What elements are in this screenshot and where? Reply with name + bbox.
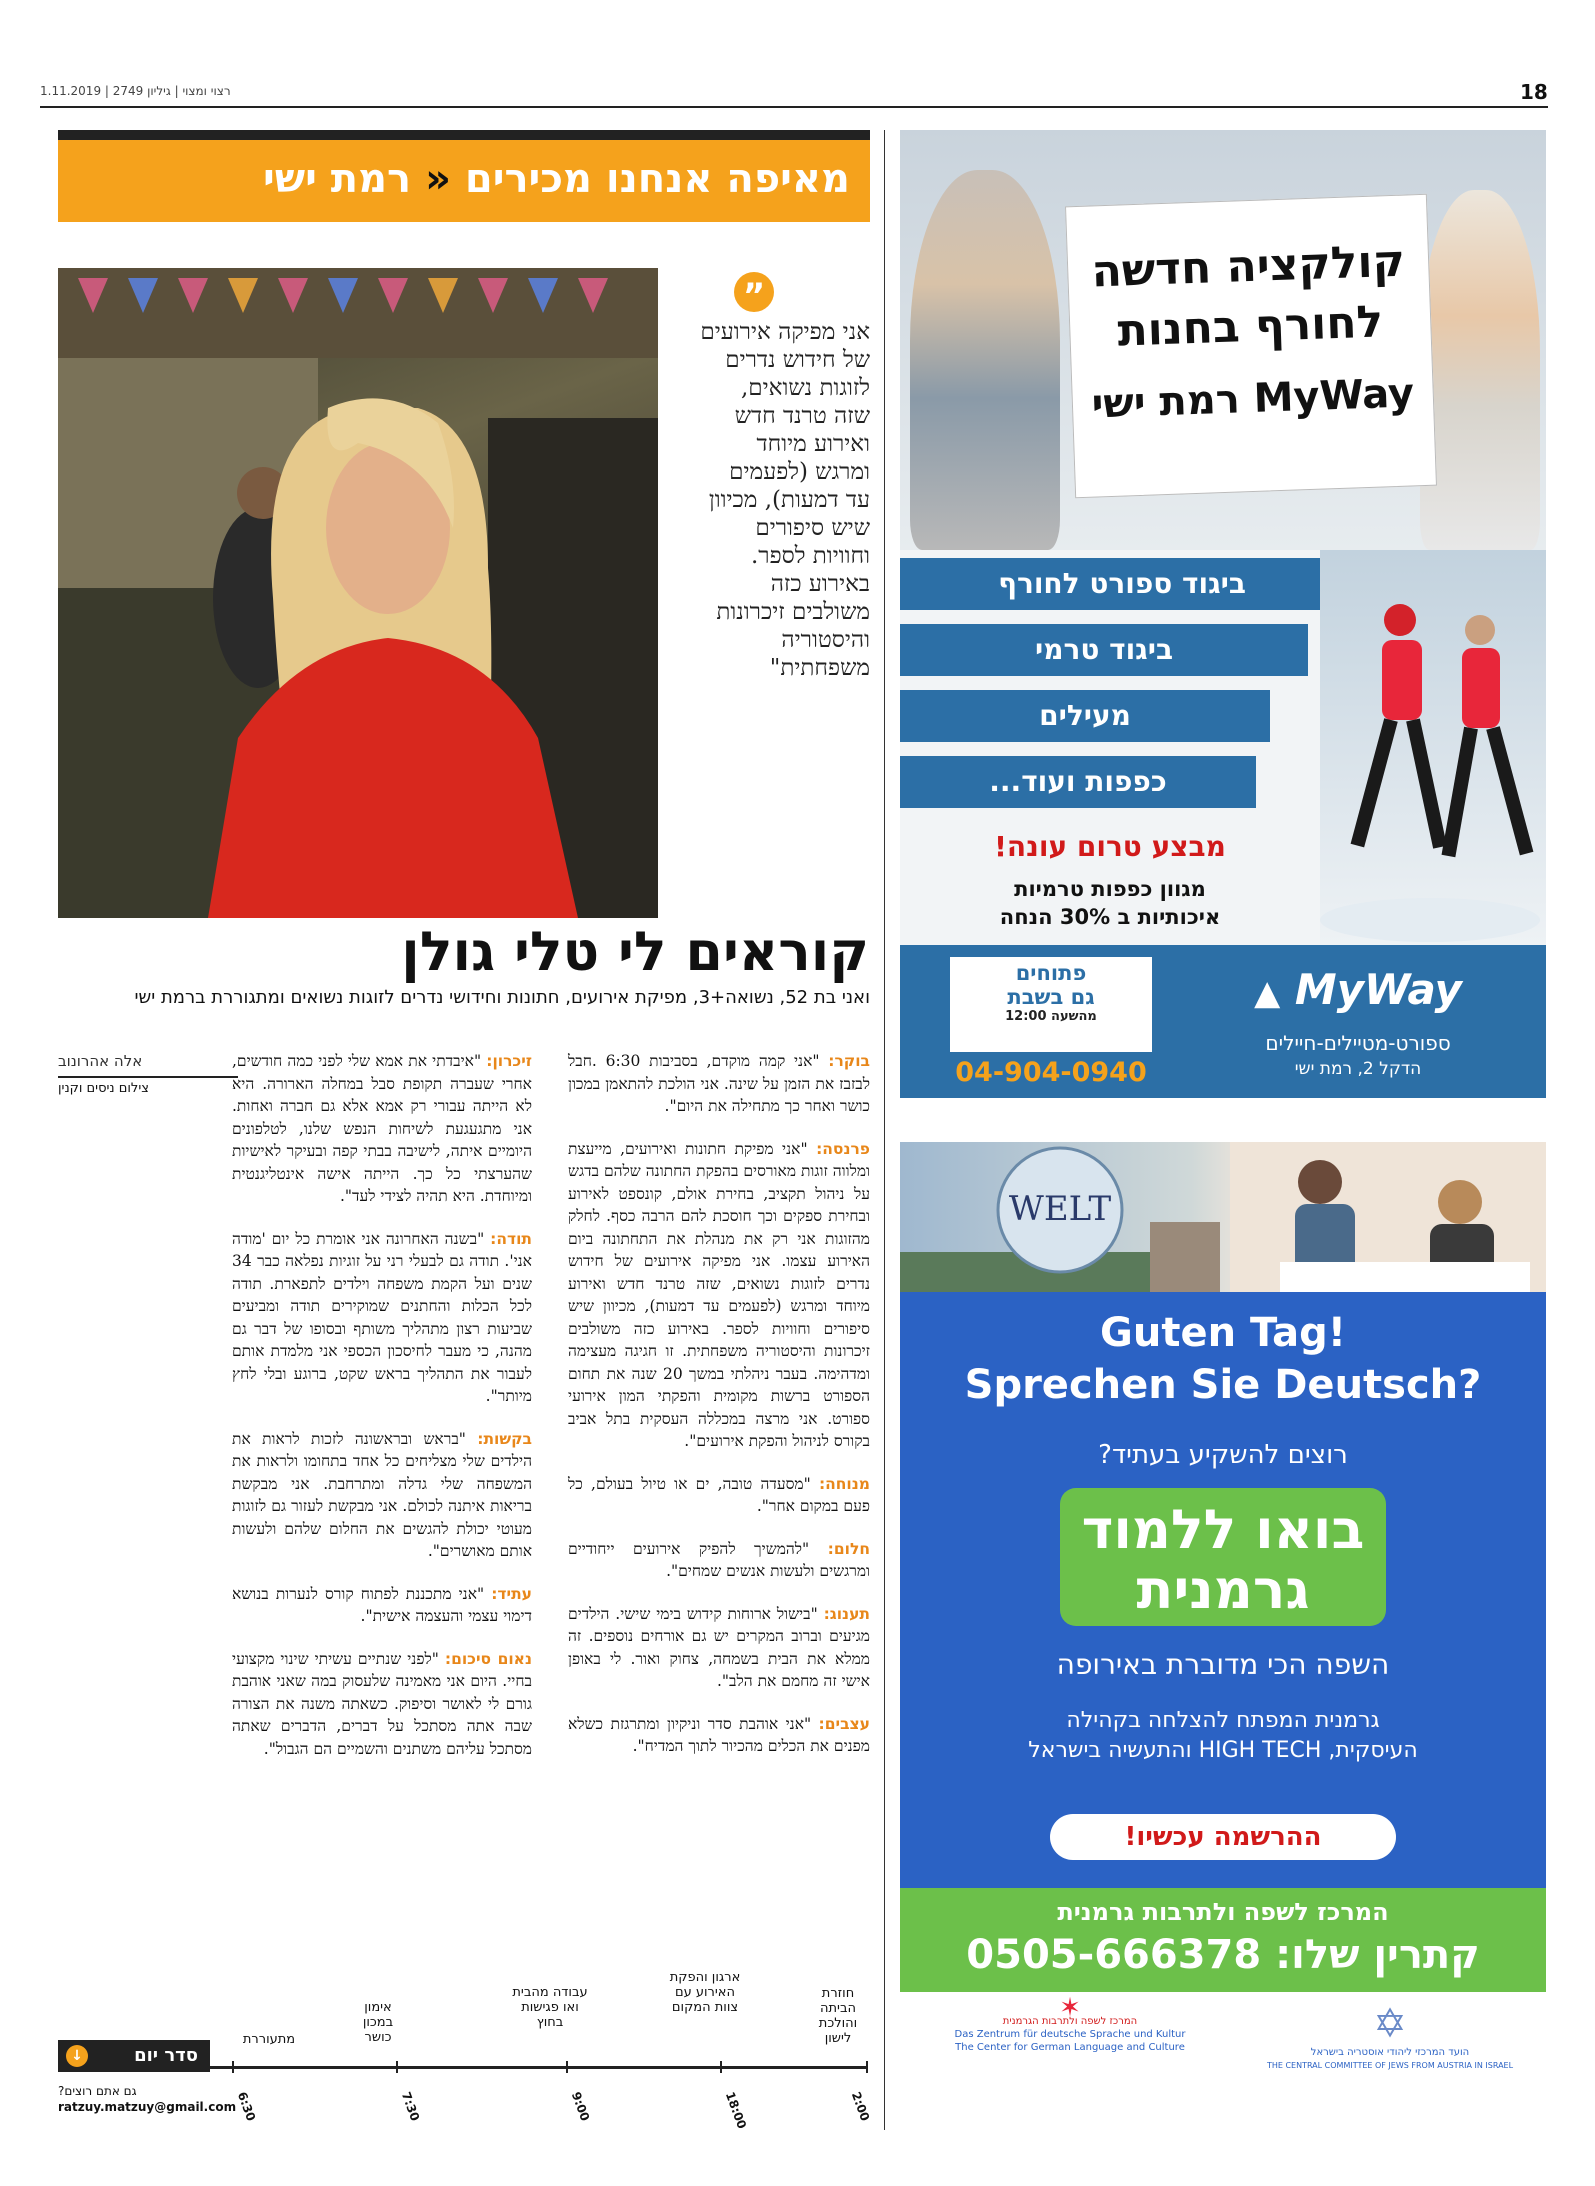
myway-ad-footer	[900, 945, 1546, 1098]
timeline-label: מתעוררת	[242, 2032, 296, 2047]
timeline-time: 6:30	[234, 2090, 259, 2123]
star-logo-icon: ✶	[1059, 1993, 1081, 2023]
learn-line2: גרמנית	[1136, 1558, 1310, 1621]
logo2-hebrew: הועד המרכזי ליהודי אוסטריה בישראל	[1310, 2047, 1470, 2058]
open-hours: מהשעה 12:00	[1005, 1009, 1097, 1024]
section-place: רמת ישי	[262, 156, 412, 202]
myway-ad-line3: MyWay רמת ישי	[1090, 370, 1415, 428]
schedule-subtitle: גם אתם רוצים?	[58, 2084, 137, 2098]
paragraph-label: עצבים:	[818, 1714, 870, 1733]
paragraph-label: נאום סיכום:	[444, 1649, 532, 1668]
paragraph-text: "לפני שנתיים עשיתי שינוי מקצועי בחיי. היום אני מאמינה שלעסוק במה שאני אוהבת גורם לי לאושר וסיפוק. כשאתה משנה את הצורה שבה אתה מסתכל על דברים, הדברים שאתה מסתכל עליהם משתנים והשמיים הם הגבול".	[232, 1649, 532, 1758]
mountain-icon: ▲	[1254, 973, 1281, 1013]
logo1-english: The Center for German Language and Culture	[955, 2042, 1185, 2053]
contact-bar	[900, 1888, 1546, 1992]
paragraph-label: חלום:	[827, 1539, 870, 1558]
key-line2: העיסקית, HIGH TECH והתעשיה בישראל	[1028, 1738, 1418, 1763]
issue-info: רצוי ומצוי | גיליון 2749 | 1.11.2019	[40, 84, 231, 98]
contact-email: ratzuy.matzuy@gmail.com	[58, 2100, 237, 2114]
austria-committee-logo	[1250, 2002, 1530, 2072]
product-bar: כפפות ועוד...	[900, 756, 1256, 808]
timeline-tick	[396, 2061, 398, 2073]
timeline-time: 18:00	[722, 2090, 750, 2131]
paragraph	[568, 1538, 870, 1583]
german-center-ad[interactable]	[900, 1142, 1546, 2100]
pull-quote: אני מפיקה אירועים של חידוש נדרים לזוגות נשואים, שזה טרנד חדש ואירוע מיוחד ומרגש (לפעמים עד דמעות), מכיוון שיש סיפורים וחוויות לספר. באירוע כזה משולבים זיכרונות והיסטוריה משפחתית"	[700, 319, 870, 681]
myway-ad-products	[900, 550, 1546, 945]
timeline-label: אימון במכון כושר	[362, 2000, 394, 2045]
quote-icon: ”	[734, 272, 774, 312]
page-number: 18	[1520, 80, 1548, 104]
promo-title: מבצע טרום עונה!	[994, 830, 1226, 863]
model-woman	[1420, 190, 1540, 550]
learn-german-box	[1060, 1488, 1386, 1626]
german-center-logo	[920, 1993, 1220, 2054]
learn-line1: בואו ללמוד	[1081, 1498, 1365, 1561]
timeline-label: ארגון והפקת האירוע עם צוות המקום	[669, 1970, 741, 2015]
key-line1: גרמנית המפתח להצלחה בקהילה	[1066, 1708, 1380, 1733]
paragraph-text: "בראש ובראשונה לזכות לראות את הילדים שלי מצליחים כל אחד בתחומו ולראות את המשפחה שלי גדלה ומתרחבת. אני מבקשת בריאות איתנה לכולם. אני מבקשת לעזור גם לזוגות מעוטי יכולת להגשים את החלום שלהם ולעשות אותם מאושרים".	[232, 1429, 532, 1560]
welt-sign: WELT	[1008, 1189, 1112, 1229]
article-subhead: ואני בת 52, נשואה+3, מפיקת אירועים, חתונות וחידושי נדרים לזוגות נשואים ומתגוררת ברמת ישי	[134, 987, 870, 1008]
product-bar: מעילים	[900, 690, 1270, 742]
logo2-english: THE CENTRAL COMMITTEE OF JEWS FROM AUSTRIA IN ISRAEL	[1266, 2061, 1514, 2070]
paragraph-text: "להמשיך להפיק אירועים ייחודיים ומרגשים ולעשות אנשים שמחים".	[568, 1539, 870, 1580]
schedule-subtitle-block	[58, 2083, 237, 2115]
greeting-line1: Guten Tag!	[1100, 1310, 1346, 1356]
timeline-time: 9:00	[568, 2090, 593, 2123]
timeline-tick	[232, 2061, 234, 2073]
open-line1: פתוחים	[1015, 961, 1087, 985]
paragraph	[568, 1713, 870, 1758]
paragraph	[568, 1473, 870, 1518]
paragraph-label: בקשות:	[477, 1429, 532, 1448]
product-bar: ביגוד ספורט לחורף	[900, 558, 1344, 610]
logo1-german: Das Zentrum für deutsche Sprache und Kultur	[954, 2029, 1186, 2040]
top-rule	[40, 106, 1548, 108]
timeline-tick	[866, 2061, 868, 2073]
paragraph	[232, 1583, 532, 1628]
myway-ad-hero	[900, 130, 1546, 550]
myway-ad-line1: קולקציה חדשה	[1090, 235, 1406, 298]
section-banner	[58, 130, 870, 222]
paragraph-label: פרנסה:	[816, 1139, 870, 1158]
paragraph-label: בוקר:	[828, 1052, 870, 1070]
runners-illustration	[1320, 550, 1546, 945]
sponsor-logos	[900, 1993, 1546, 2100]
paragraph-text: "בישול ארוחות קידוש בימי שישי. הילדים מגיעים וברוב המקרים יש גם אורחים נוספים. זה ממלא את הבית בשמחה, צחוק ואור. לי באופן אישי זה מחמם את הלב".	[568, 1604, 870, 1690]
timeline-line	[88, 2066, 868, 2069]
myway-address: הדקל 2, רמת ישי	[1294, 1059, 1422, 1079]
opening-hours-box	[950, 957, 1152, 1052]
myway-tagline: ספורט-מטיילים-חיילים	[1265, 1031, 1451, 1055]
article-column-right	[568, 1050, 870, 1778]
chevron-icon: «	[425, 156, 451, 202]
paragraph	[568, 1138, 870, 1453]
photo-credit: צילום ניסים וקנין	[58, 1076, 238, 1096]
timeline-tick	[720, 2061, 722, 2073]
german-ad-illustration	[900, 1142, 1546, 1292]
paragraph-label: תענוג:	[823, 1604, 870, 1623]
timeline-time: 7:30	[398, 2090, 423, 2123]
promo-line2: איכותיות ב 30% הנחה	[999, 905, 1221, 929]
open-line2: גם בשבת	[1007, 985, 1095, 1009]
star-of-david-icon: ✡	[1373, 2001, 1407, 2047]
paragraph	[232, 1648, 532, 1761]
paragraph-text: "אני קמה מוקדם, בסביבות 6:30 .חבל לבזבז את הזמן על שינה. אני הולכת להתאמן במכון כושר ואחר כך מתחילה את היום".	[568, 1052, 870, 1115]
german-ad-body	[900, 1292, 1546, 1992]
paragraph-label: מנוחה:	[818, 1474, 870, 1493]
language-claim: השפה הכי מדוברת באירופה	[1056, 1648, 1390, 1681]
paragraph	[568, 1050, 870, 1118]
section-title: מאיפה אנחנו מכירים	[464, 156, 850, 202]
paragraph-text: "אני אוהבת סדר וניקיון ומתרגזת כשלא מפנים את הכלים מהכיור לתוך המדיח".	[568, 1714, 870, 1755]
german-ad-photo	[900, 1142, 1546, 1292]
paragraph-text: "אני מפיקת חתונות ואירועים, מייעצת ומלווה זוגות מאורסים בהפקת החתונה שלהם בדגש על ניהול תקציב, בחירת אולם, קונספט לאירוע ובחירת ספקים וכך חוסכת להם הרבה כסף. לחלק מהזוגות אני רק את מנהלת את התחתונה ביום האירוע עצמו. אני מפיקה אירועים של חידוש נדרים לזוגות נשואים, שזה טרנד חדש ואירוע מיוחד ומרגש (לפעמים עד דמעות), מכיוון שיש סיפורים וחוויות לספר. באירוע כזה משולבים זיכרונות והיסטוריה משפחתית. זו חגיגה מעצימה ומדהימה. בעבר ניהלתי במשך 20 שנה את תחום הספורט ברשות מקומית והפקתי המון אירועי ספורט. אני מרצה במכללה העסקית בתל אביב בקורס לניהול והפקת אירועים".	[568, 1139, 870, 1450]
paragraph-text: "בשנה האחרונה אני אומרת כל יום 'מודה אני'. תודה גם לבעלי רני על זוגיות נפלאה כבר 34 שנים ועל הקמת משפחה וילדים לתפארת. תודה לכל הכלות והחתנים שמוקירים תודה ומביעים שביעות רצון מתהליך משותף ובסופו של דבר גם מהנה, כי מעבר לחיסכון הכספי אני מלמדת אותם לעבור את התהליך בראש שקט, ברוגע ובלי לחץ מיותר".	[232, 1229, 532, 1405]
timeline-time: 2:00	[848, 2090, 873, 2123]
timeline-label: עבודה מהבית ואו פגישות בחוץ	[512, 1985, 588, 2030]
article-headline: קוראים לי טלי גולן	[401, 920, 869, 983]
paragraph-text: "מסעדה טובה, ים או טיול בעולם, כל פעם במקום אחר".	[568, 1474, 870, 1515]
greeting-line2: Sprechen Sie Deutsch?	[964, 1362, 1482, 1408]
runners-photo	[1320, 550, 1546, 945]
author-byline: אלה אהרונוב	[58, 1052, 143, 1070]
myway-ad-line2: לחורף בחנות	[1116, 296, 1384, 357]
paragraph	[232, 1428, 532, 1563]
paragraph	[232, 1228, 532, 1408]
myway-ad-board	[1065, 194, 1437, 498]
invest-question: רוצים להשקיע בעתיד?	[1098, 1440, 1348, 1470]
paragraph	[232, 1050, 532, 1208]
schedule-title: סדר יום	[134, 2045, 198, 2066]
clock-icon: ↓	[66, 2045, 88, 2067]
register-button[interactable]: ההרשמה עכשיו!	[1050, 1814, 1396, 1860]
myway-brand: MyWay	[1294, 965, 1462, 1014]
paragraph-label: תודה:	[490, 1229, 532, 1248]
column-rule	[884, 130, 885, 2130]
promo-details	[900, 875, 1320, 931]
center-name: המרכז לשפה ולתרבות גרמנית	[1057, 1898, 1389, 1926]
timeline-label: חוזרת הביתה והולכת לישון	[818, 1986, 858, 2046]
paragraph-text: "אני מתכננת לפתוח קורס לנערות בנושא דימוי עצמי והעצמה אישית".	[232, 1584, 532, 1625]
myway-ad[interactable]	[900, 130, 1546, 1098]
paragraph-text: "איבדתי את אמא שלי לפני כמה חודשים, אחרי שעברה תקופת סבל במחלה הארורה. היא לא הייתה עבורי רק אמא אלא גם חברה ואחות. אני מתגעגעת לשיחות הנפש שלנו, לטלפונים היומיים איתה, לישיבה בבתי קפה ובעיקר לאישיות שהערצתי כל כך. הייתה אישה אינטליגנטית ומיוחדת. היא תהיה לצידי לעד".	[232, 1052, 532, 1205]
article-column-left	[232, 1050, 532, 1780]
logo1-hebrew: המרכז לשפה ולתרבות הגרמנית	[1002, 2016, 1138, 2027]
myway-phone[interactable]: 04-904-0940	[955, 1057, 1147, 1088]
portrait-illustration	[58, 268, 658, 918]
model-man	[910, 170, 1060, 550]
myway-logo	[1170, 965, 1546, 1014]
timeline-tick	[566, 2061, 568, 2073]
portrait-photo	[58, 268, 658, 918]
promo-line1: מגוון כפפות טרמיות	[1014, 877, 1206, 901]
paragraph-label: זיכרון:	[486, 1052, 532, 1070]
contact-phone[interactable]: קתרין שלו: 0505-666378	[966, 1932, 1480, 1978]
product-bar: ביגוד טרמי	[900, 624, 1308, 676]
paragraph-label: עתיד:	[491, 1584, 532, 1603]
paragraph	[568, 1603, 870, 1693]
